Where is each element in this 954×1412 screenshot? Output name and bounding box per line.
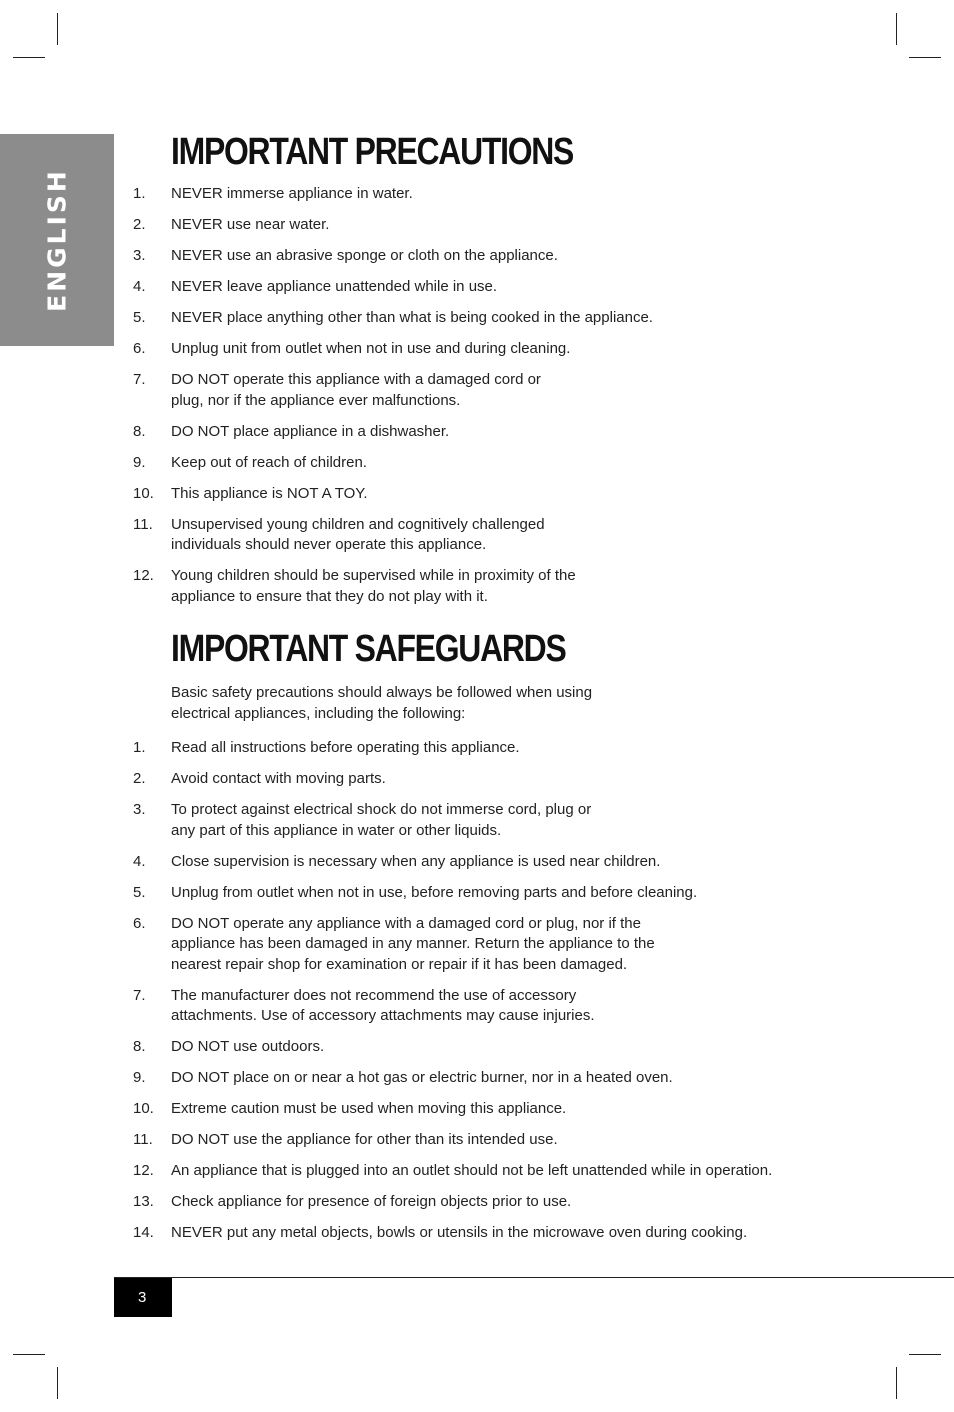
crop-mark xyxy=(13,1354,45,1355)
item-line: DO NOT operate any appliance with a damaged cord or plug, nor if the xyxy=(171,914,641,932)
item-text xyxy=(171,914,772,976)
page-number: 3 xyxy=(114,1278,172,1317)
crop-mark xyxy=(909,57,941,58)
list-item xyxy=(0,738,772,759)
item-line: To protect against electrical shock do not immerse cord, plug or xyxy=(171,801,592,818)
item-line: DO NOT place on or near a hot gas or electric burner, nor in a heated oven. xyxy=(171,1069,673,1086)
safeguards-intro xyxy=(171,682,641,724)
item-line: Keep out of reach of children. xyxy=(171,453,367,471)
item-text xyxy=(171,1223,772,1244)
item-line: Read all instructions before operating this appliance. xyxy=(171,739,520,756)
item-line: NEVER put any metal objects, bowls or utensils in the microwave oven during cooking. xyxy=(171,1224,748,1241)
item-line: plug, nor if the appliance ever malfunctions. xyxy=(171,391,461,409)
list-item xyxy=(0,852,772,873)
precautions-heading: IMPORTANT PRECAUTIONS xyxy=(171,131,574,173)
item-line: Unsupervised young children and cognitively challenged xyxy=(171,515,545,533)
list-item xyxy=(0,769,772,790)
safeguards-heading: IMPORTANT SAFEGUARDS xyxy=(171,628,566,670)
item-line: NEVER immerse appliance in water. xyxy=(171,185,413,202)
item-text xyxy=(171,986,772,1027)
item-number: 4. xyxy=(133,852,146,870)
item-number: 8. xyxy=(133,422,146,440)
item-number: 7. xyxy=(133,371,146,388)
item-line: Avoid contact with moving parts. xyxy=(171,770,386,787)
list-item xyxy=(0,515,653,556)
item-number: 2. xyxy=(133,216,146,233)
precautions-list xyxy=(0,184,653,618)
list-item xyxy=(0,1192,772,1213)
item-line: Check appliance for presence of foreign objects prior to use. xyxy=(171,1193,572,1210)
item-text xyxy=(171,184,653,205)
list-item xyxy=(0,1037,772,1058)
item-line: attachments. Use of accessory attachments may cause injuries. xyxy=(171,1007,595,1024)
item-number: 5. xyxy=(133,309,146,326)
item-text xyxy=(171,515,653,556)
item-number: 3. xyxy=(133,801,146,818)
item-number: 11. xyxy=(133,515,153,533)
item-number: 10. xyxy=(133,484,154,502)
item-line: appliance has been damaged in any manner. Return the appliance to the xyxy=(171,935,655,952)
list-item xyxy=(0,339,653,360)
list-item xyxy=(0,914,772,976)
crop-mark xyxy=(896,13,897,45)
item-line: NEVER use an abrasive sponge or cloth on the appliance. xyxy=(171,247,558,264)
item-line: NEVER leave appliance unattended while in use. xyxy=(171,278,498,295)
item-text xyxy=(171,852,772,873)
crop-mark xyxy=(57,1367,58,1399)
item-text xyxy=(171,769,772,790)
item-number: 1. xyxy=(133,185,146,202)
list-item xyxy=(0,566,653,607)
item-line: DO NOT use outdoors. xyxy=(171,1038,325,1055)
item-line: The manufacturer does not recommend the use of accessory xyxy=(171,986,577,1004)
item-text xyxy=(171,453,653,474)
item-text xyxy=(171,246,653,267)
item-number: 6. xyxy=(133,914,146,932)
crop-mark xyxy=(909,1354,941,1355)
item-line: DO NOT place appliance in a dishwasher. xyxy=(171,422,450,440)
list-item xyxy=(0,370,653,411)
safeguards-list xyxy=(0,738,772,1254)
item-number: 3. xyxy=(133,247,146,264)
item-line: Close supervision is necessary when any appliance is used near children. xyxy=(171,852,661,870)
item-number: 11. xyxy=(133,1131,153,1148)
item-number: 7. xyxy=(133,986,146,1004)
list-item xyxy=(0,453,653,474)
item-line: any part of this appliance in water or other liquids. xyxy=(171,821,502,839)
item-text xyxy=(171,484,653,505)
item-line: nearest repair shop for examination or repair if it has been damaged. xyxy=(171,955,628,973)
crop-mark xyxy=(13,57,45,58)
item-text xyxy=(171,215,653,236)
list-item xyxy=(0,883,772,904)
item-line: Unplug unit from outlet when not in use and during cleaning. xyxy=(171,340,571,357)
item-number: 14. xyxy=(133,1224,154,1241)
item-number: 1. xyxy=(133,739,146,756)
list-item xyxy=(0,277,653,298)
intro-line: Basic safety precautions should always be followed when using xyxy=(171,684,593,701)
list-item xyxy=(0,484,653,505)
item-line: Extreme caution must be used when moving this appliance. xyxy=(171,1100,567,1117)
item-number: 5. xyxy=(133,883,146,901)
item-number: 2. xyxy=(133,770,146,787)
item-text xyxy=(171,339,653,360)
item-text xyxy=(171,800,772,841)
intro-line: electrical appliances, including the following: xyxy=(171,705,466,722)
list-item xyxy=(0,800,772,841)
list-item xyxy=(0,215,653,236)
item-text xyxy=(171,422,653,443)
crop-mark xyxy=(896,1367,897,1399)
item-number: 12. xyxy=(133,567,154,584)
item-text xyxy=(171,370,653,411)
crop-mark xyxy=(57,13,58,45)
item-text xyxy=(171,1130,772,1151)
item-text xyxy=(171,277,653,298)
item-text xyxy=(171,566,653,607)
list-item xyxy=(0,184,653,205)
item-line: NEVER use near water. xyxy=(171,216,330,233)
item-line: appliance to ensure that they do not play with it. xyxy=(171,587,488,605)
item-line: This appliance is NOT A TOY. xyxy=(171,484,368,502)
item-line: Unplug from outlet when not in use, before removing parts and before cleaning. xyxy=(171,883,698,901)
item-line: individuals should never operate this appliance. xyxy=(171,536,487,553)
list-item xyxy=(0,1130,772,1151)
list-item xyxy=(0,246,653,267)
language-label: ENGLISH xyxy=(42,168,72,312)
item-number: 4. xyxy=(133,278,146,295)
list-item xyxy=(0,422,653,443)
item-text xyxy=(171,1161,772,1182)
item-number: 8. xyxy=(133,1038,146,1055)
list-item xyxy=(0,308,653,329)
item-text xyxy=(171,883,772,904)
item-number: 9. xyxy=(133,1069,146,1086)
list-item xyxy=(0,1099,772,1120)
item-text xyxy=(171,1099,772,1120)
item-text xyxy=(171,308,653,329)
list-item xyxy=(0,1223,772,1244)
footer-rule xyxy=(114,1277,954,1278)
list-item xyxy=(0,1068,772,1089)
item-number: 13. xyxy=(133,1193,154,1210)
item-line: Young children should be supervised while in proximity of the xyxy=(171,567,576,584)
item-number: 9. xyxy=(133,453,146,471)
item-text xyxy=(171,1037,772,1058)
item-text xyxy=(171,738,772,759)
list-item xyxy=(0,1161,772,1182)
list-item xyxy=(0,986,772,1027)
item-line: DO NOT use the appliance for other than its intended use. xyxy=(171,1131,558,1148)
item-text xyxy=(171,1192,772,1213)
item-number: 12. xyxy=(133,1162,154,1179)
item-line: NEVER place anything other than what is being cooked in the appliance. xyxy=(171,309,653,326)
item-number: 10. xyxy=(133,1100,154,1117)
item-number: 6. xyxy=(133,340,146,357)
item-text xyxy=(171,1068,772,1089)
item-line: An appliance that is plugged into an outlet should not be left unattended while in operation. xyxy=(171,1162,773,1179)
item-line: DO NOT operate this appliance with a damaged cord or xyxy=(171,371,541,388)
